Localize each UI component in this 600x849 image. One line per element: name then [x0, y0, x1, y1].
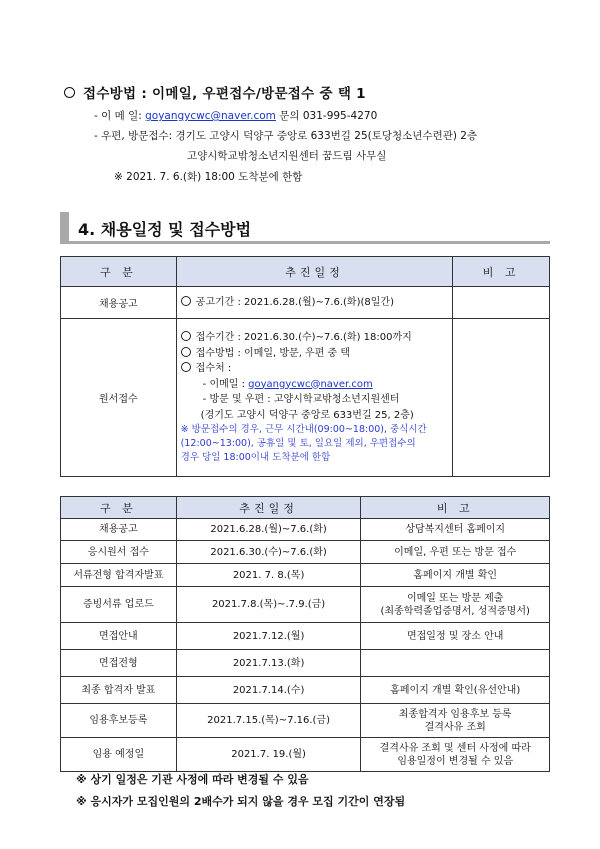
table-row-note: 면접일정 및 장소 안내 — [361, 623, 550, 650]
heading-text: 4. 채용일정 및 접수방법 — [78, 220, 252, 239]
table-row-label: 최종 합격자 발표 — [61, 677, 177, 704]
table1-header-remarks: 비 고 — [453, 257, 550, 287]
table1-row2-remarks — [453, 319, 550, 477]
table1-row1-label: 채용공고 — [61, 287, 177, 319]
table-row-label: 임용후보등록 — [61, 704, 177, 738]
table-row-label: 면접안내 — [61, 623, 177, 650]
note-period-extension: ※ 응시자가 모집인원의 2배수가 되지 않을 경우 모집 기간이 연장됨 — [76, 795, 406, 808]
section-title: 접수방법 : 이메일, 우편접수/방문접수 중 택 1 — [64, 82, 366, 102]
table1-row2-label: 원서접수 — [61, 319, 177, 477]
post-line-1: - 우편, 방문접수: 경기도 고양시 덕양구 중앙로 633번길 25(토당청소년수련관) 2층 — [94, 130, 478, 142]
section-heading — [60, 212, 550, 242]
table1-header-schedule: 추진일정 — [176, 257, 453, 287]
table2-header-schedule: 추진일정 — [176, 497, 361, 519]
table-row-date: 2021.7.13.(화) — [176, 650, 361, 677]
heading-underline — [60, 241, 550, 244]
table-email-link[interactable]: goyangycwc@naver.com — [248, 378, 373, 390]
table2-header-category: 구 분 — [61, 497, 177, 519]
circle-bullet-icon — [64, 87, 75, 98]
table-row-label: 면접전형 — [61, 650, 177, 677]
table-row-date: 2021. 7. 8.(목) — [176, 564, 361, 587]
email-line: - 이 메 일: goyangycwc@naver.com 문의 031-995-4270 — [94, 110, 378, 122]
deadline-note: ※ 2021. 7. 6.(화) 18:00 도착분에 한함 — [114, 171, 303, 183]
table-row-date: 2021.7.15.(목)~7.16.(금) — [176, 704, 361, 738]
table1-row1-remarks — [453, 287, 550, 319]
table-row-date: 2021.7.14.(수) — [176, 677, 361, 704]
table-row-date: 2021.6.30.(수)~7.6.(화) — [176, 541, 361, 564]
schedule-table-2 — [60, 496, 550, 772]
table-row-date: 2021.7.8.(목)~.7.9.(금) — [176, 587, 361, 623]
post-line-2: 고양시학교밖청소년지원센터 꿈드림 사무실 — [187, 150, 387, 162]
table-row-note: 최종합격자 임용후보 등록 결격사유 조회 — [361, 704, 550, 738]
email-link[interactable]: goyangycwc@naver.com — [145, 110, 276, 122]
table-row-date: 2021.7.12.(월) — [176, 623, 361, 650]
table-row-date: 2021.6.28.(월)~7.6.(화) — [176, 519, 361, 541]
table-row-note — [361, 650, 550, 677]
table-row-label: 채용공고 — [61, 519, 177, 541]
table-row-note: 홈페이지 개별 확인 — [361, 564, 550, 587]
circle-bullet-icon — [181, 331, 191, 341]
table-row-label: 서류전형 합격자발표 — [61, 564, 177, 587]
heading-accent — [60, 212, 69, 242]
table-row-date: 2021.7. 19.(월) — [176, 738, 361, 772]
circle-bullet-icon — [181, 296, 191, 306]
table-row-label: 증빙서류 업로드 — [61, 587, 177, 623]
table-row-note: 홈페이지 개별 확인(유선안내) — [361, 677, 550, 704]
note-schedule-change: ※ 상기 일정은 기관 사정에 따라 변경될 수 있음 — [76, 773, 309, 786]
table-row-label: 응시원서 접수 — [61, 541, 177, 564]
circle-bullet-icon — [181, 362, 191, 372]
table1-row2-content: 접수기간 : 2021.6.30.(수)~7.6.(화) 18:00까지 접수방법 : 이메일, 방문, 우편 중 택 접수처 : - 이메일 : goyangycwc@naver.com - 방문 및 우편 : 고양시학교밖청소년지원센터 (경기도 고양시 덕양구 중앙로 633번길 25, 2층) ※ 방문접수의 경우, 근무 시간내(09:00~18:00), 중식시간 (12:00~13:00), 공휴일 및 토, 일요일 제외, 우편접수의 경우 당일 18:00이내 도착분에 한함 — [176, 319, 453, 477]
table1-row1-content: 공고기간 : 2021.6.28.(월)~7.6.(화)(8일간) — [176, 287, 453, 319]
table-row-note: 이메일, 우편 또는 방문 접수 — [361, 541, 550, 564]
table-row-note: 결격사유 조회 및 센터 사정에 따라 임용일정이 변경될 수 있음 — [361, 738, 550, 772]
table2-header-remarks: 비 고 — [361, 497, 550, 519]
circle-bullet-icon — [181, 347, 191, 357]
table-row-label: 임용 예정일 — [61, 738, 177, 772]
schedule-table-1 — [60, 256, 550, 477]
table1-header-category: 구 분 — [61, 257, 177, 287]
table-row-note: 상담복지센터 홈페이지 — [361, 519, 550, 541]
table-row-note: 이메일 또는 방문 제출 (최종학력졸업증명서, 성적증명서) — [361, 587, 550, 623]
